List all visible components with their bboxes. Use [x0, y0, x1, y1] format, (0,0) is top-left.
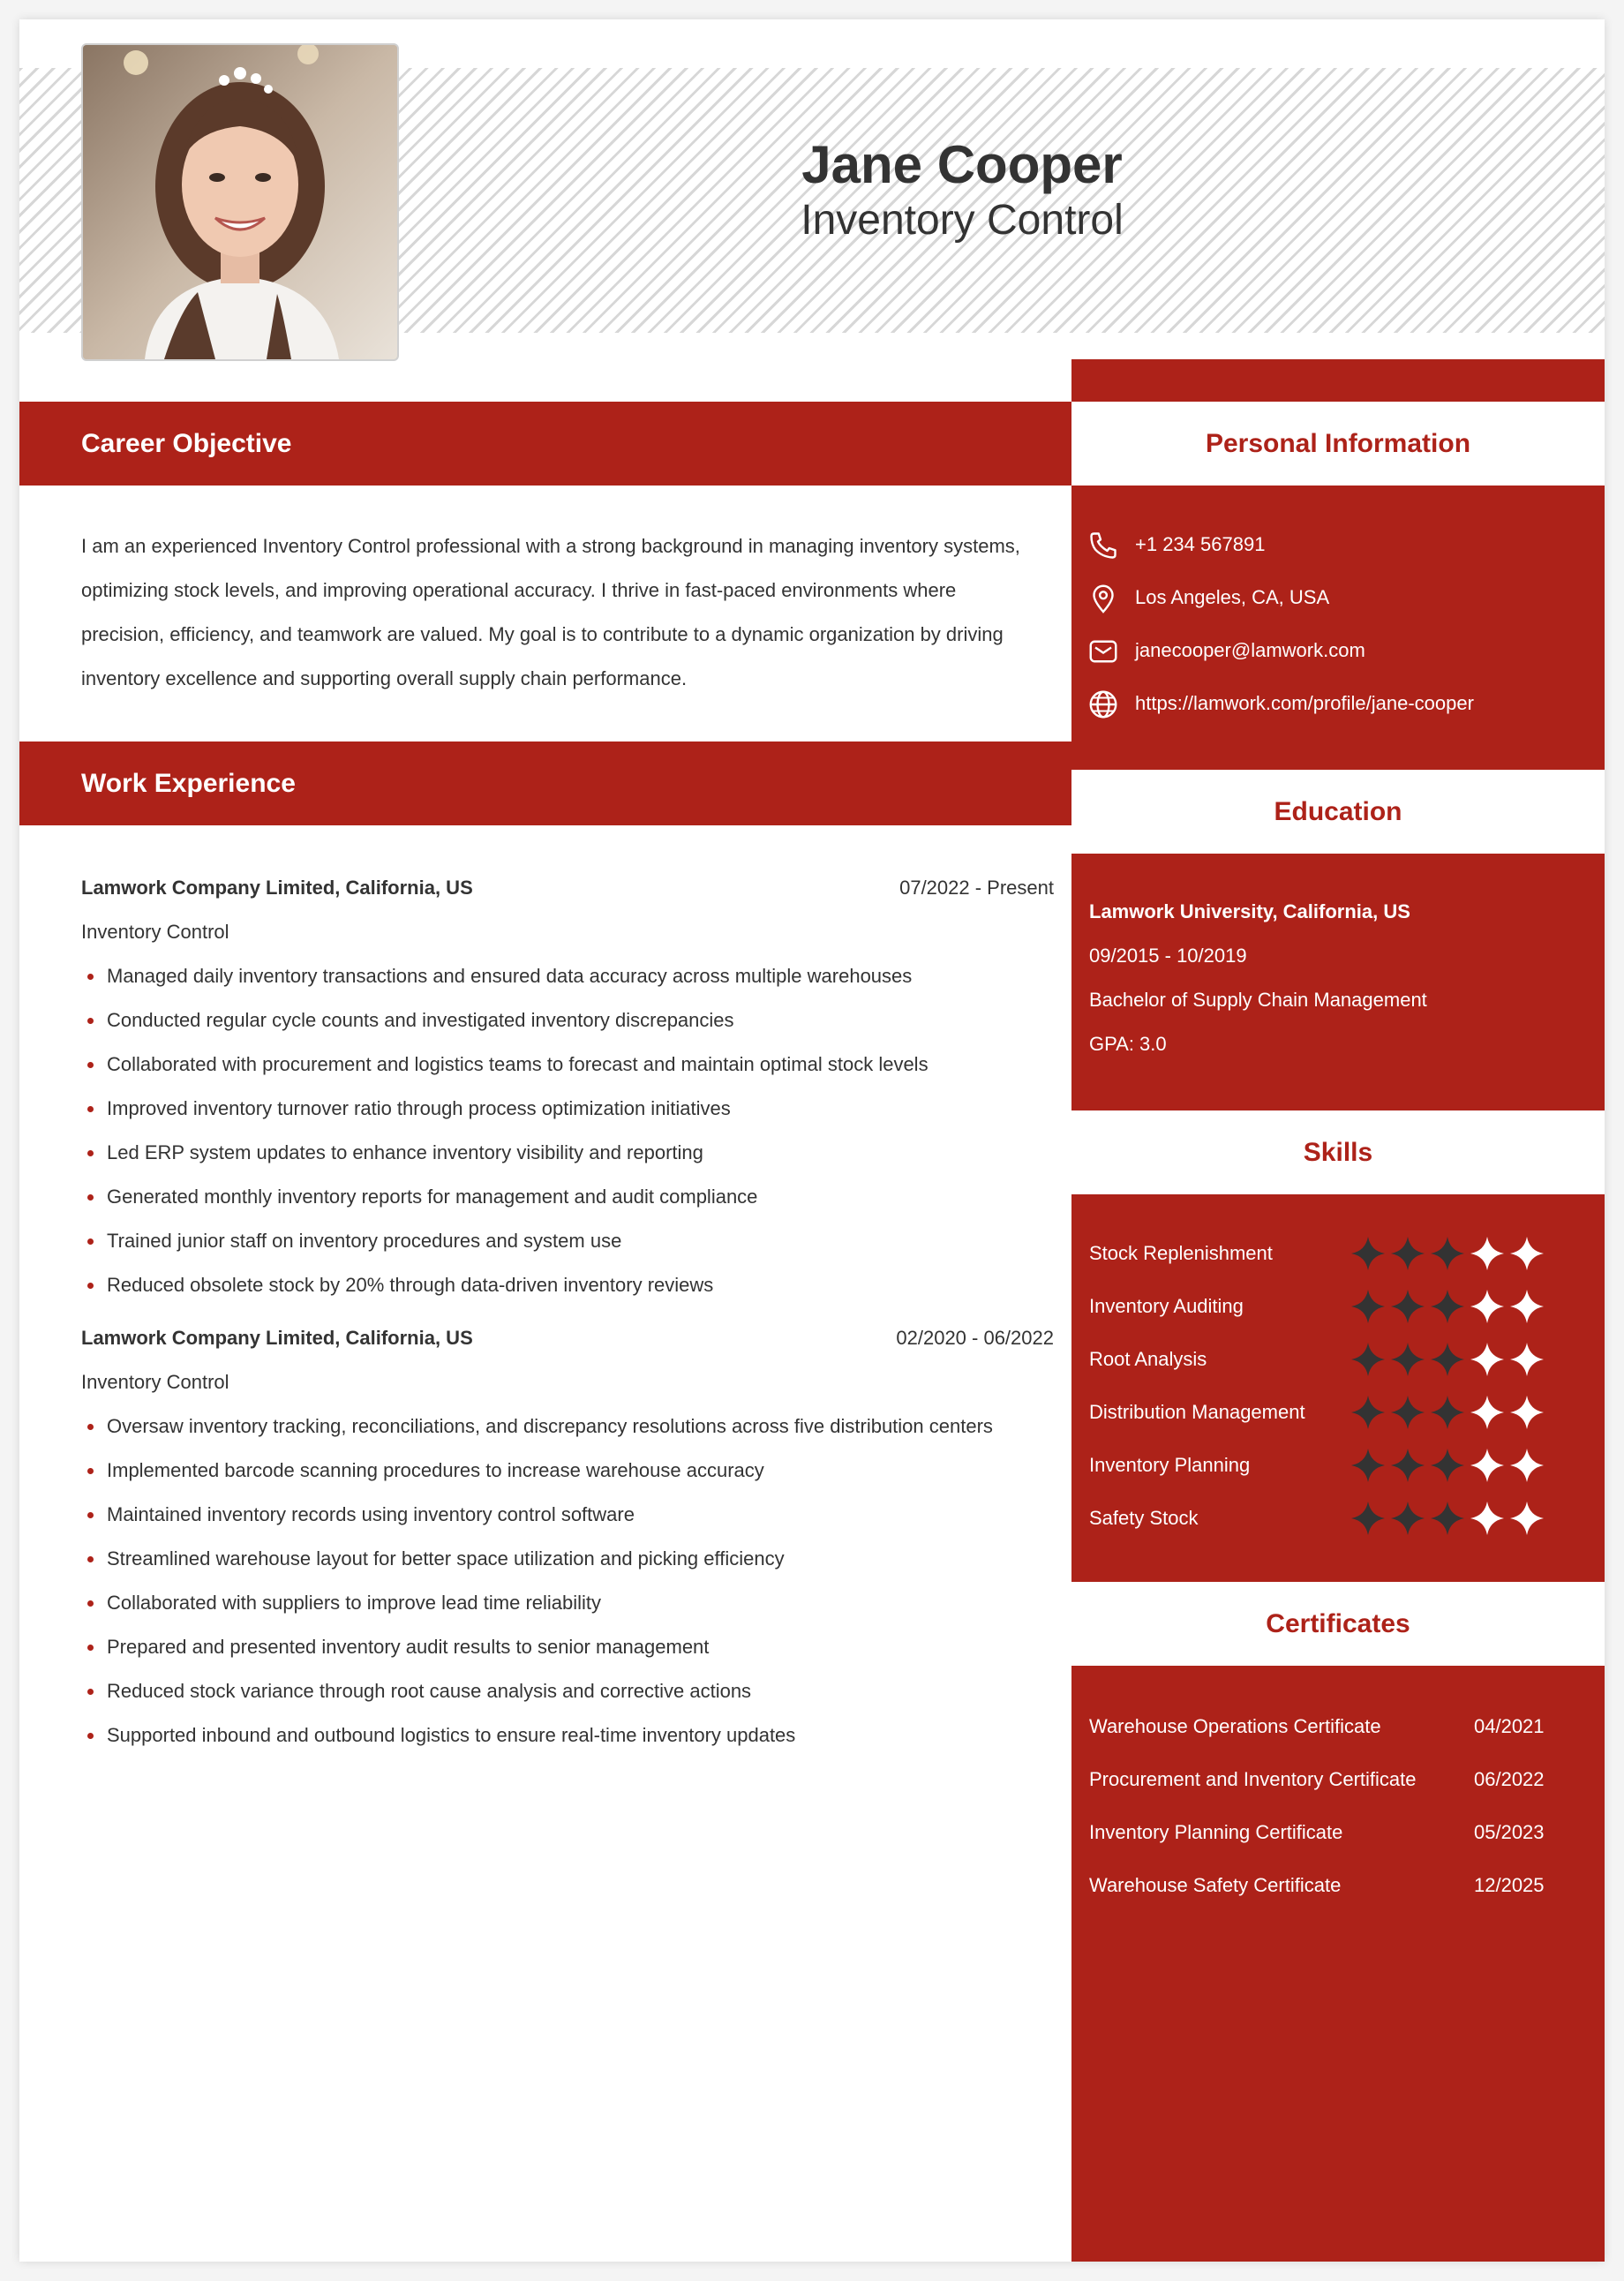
skills-heading: Skills — [1071, 1110, 1605, 1194]
star-filled-icon — [1430, 1236, 1465, 1271]
job-bullet: Collaborated with procurement and logistics teams to forecast and maintain optimal stock levels — [81, 1043, 1054, 1087]
star-empty-icon — [1470, 1236, 1505, 1271]
certificate-name: Procurement and Inventory Certificate — [1089, 1768, 1417, 1790]
job-bullet-list — [81, 1404, 1054, 1758]
star-filled-icon — [1390, 1395, 1425, 1430]
education-dates: 09/2015 - 10/2019 — [1089, 945, 1247, 967]
job-dates: 02/2020 - 06/2022 — [896, 1327, 1054, 1349]
skill-rating — [1350, 1289, 1545, 1324]
certificate-date: 04/2021 — [1474, 1715, 1545, 1737]
contact-location — [1086, 571, 1580, 624]
job-bullet: Streamlined warehouse layout for better space utilization and picking efficiency — [81, 1537, 1054, 1581]
candidate-name: Jane Cooper — [801, 135, 1123, 194]
star-filled-icon — [1390, 1448, 1425, 1483]
skill-rating — [1350, 1236, 1545, 1271]
skill-item — [1089, 1280, 1583, 1333]
job-entry — [81, 866, 1054, 1307]
profile-photo — [81, 43, 399, 361]
resume-page — [19, 19, 1605, 2262]
certificate-date: 12/2025 — [1474, 1874, 1545, 1896]
job-entry — [81, 1316, 1054, 1758]
job-bullet: Oversaw inventory tracking, reconciliations, and discrepancy resolutions across five distribution centers — [81, 1404, 1054, 1449]
star-empty-icon — [1470, 1395, 1505, 1430]
website-link[interactable]: https://lamwork.com/profile/jane-cooper — [1135, 692, 1474, 714]
star-filled-icon — [1390, 1501, 1425, 1536]
star-filled-icon — [1390, 1342, 1425, 1377]
certificate-name: Warehouse Safety Certificate — [1089, 1874, 1342, 1896]
star-empty-icon — [1470, 1342, 1505, 1377]
certificates-heading: Certificates — [1071, 1582, 1605, 1666]
skill-rating — [1350, 1448, 1545, 1483]
skill-name: Distribution Management — [1089, 1401, 1305, 1423]
star-filled-icon — [1430, 1448, 1465, 1483]
education-gpa: GPA: 3.0 — [1089, 1033, 1167, 1055]
star-empty-icon — [1470, 1448, 1505, 1483]
job-bullet: Reduced stock variance through root cause analysis and corrective actions — [81, 1669, 1054, 1713]
job-dates: 07/2022 - Present — [899, 877, 1054, 899]
job-role: Inventory Control — [81, 1371, 229, 1393]
candidate-title: Inventory Control — [801, 197, 1124, 244]
email-text[interactable]: janecooper@lamwork.com — [1135, 639, 1365, 661]
skill-item — [1089, 1492, 1583, 1545]
contact-email — [1086, 624, 1580, 677]
job-bullet: Reduced obsolete stock by 20% through data-driven inventory reviews — [81, 1263, 1054, 1307]
job-bullet: Managed daily inventory transactions and ensured data accuracy across multiple warehouses — [81, 954, 1054, 998]
skill-item — [1089, 1439, 1583, 1492]
certificate-name: Inventory Planning Certificate — [1089, 1821, 1343, 1843]
location-text: Los Angeles, CA, USA — [1135, 586, 1330, 608]
skill-item — [1089, 1386, 1583, 1439]
phone-text: +1 234 567891 — [1135, 533, 1266, 555]
skill-rating — [1350, 1342, 1545, 1377]
star-filled-icon — [1350, 1501, 1386, 1536]
star-empty-icon — [1509, 1395, 1545, 1430]
star-filled-icon — [1390, 1236, 1425, 1271]
star-filled-icon — [1390, 1289, 1425, 1324]
skill-item — [1089, 1227, 1583, 1280]
job-bullet: Prepared and presented inventory audit results to senior management — [81, 1625, 1054, 1669]
job-bullet: Supported inbound and outbound logistics to ensure real-time inventory updates — [81, 1713, 1054, 1758]
star-filled-icon — [1350, 1448, 1386, 1483]
career-objective-heading: Career Objective — [19, 402, 1071, 486]
phone-icon — [1087, 530, 1119, 561]
globe-icon — [1087, 689, 1119, 720]
certificate-item — [1089, 1700, 1583, 1753]
star-empty-icon — [1509, 1236, 1545, 1271]
certificate-item — [1089, 1753, 1583, 1806]
star-filled-icon — [1350, 1395, 1386, 1430]
job-bullet-list — [81, 954, 1054, 1307]
certificate-item — [1089, 1806, 1583, 1859]
job-bullet: Collaborated with suppliers to improve lead time reliability — [81, 1581, 1054, 1625]
job-bullet: Implemented barcode scanning procedures to increase warehouse accuracy — [81, 1449, 1054, 1493]
job-role: Inventory Control — [81, 921, 229, 943]
job-bullet: Led ERP system updates to enhance inventory visibility and reporting — [81, 1131, 1054, 1175]
skill-name: Root Analysis — [1089, 1348, 1207, 1370]
job-company: Lamwork Company Limited, California, US — [81, 877, 473, 899]
star-filled-icon — [1350, 1236, 1386, 1271]
star-filled-icon — [1430, 1289, 1465, 1324]
star-filled-icon — [1430, 1342, 1465, 1377]
certificate-name: Warehouse Operations Certificate — [1089, 1715, 1381, 1737]
envelope-icon — [1087, 636, 1119, 667]
certificate-item — [1089, 1859, 1583, 1912]
star-filled-icon — [1350, 1342, 1386, 1377]
skill-name: Safety Stock — [1089, 1507, 1199, 1529]
personal-information-heading: Personal Information — [1071, 402, 1605, 486]
job-bullet: Maintained inventory records using inventory control software — [81, 1493, 1054, 1537]
star-filled-icon — [1350, 1289, 1386, 1324]
star-empty-icon — [1470, 1289, 1505, 1324]
education-degree: Bachelor of Supply Chain Management — [1089, 989, 1427, 1011]
contact-phone — [1086, 518, 1580, 571]
star-filled-icon — [1430, 1501, 1465, 1536]
star-empty-icon — [1509, 1448, 1545, 1483]
career-objective-text: I am an experienced Inventory Control professional with a strong background in managing inventory systems, optimizing stock levels, and improving operational accuracy. I thrive in fast-paced environments where precision, efficiency, and teamwork are valued. My goal is to contribute to a dynamic organization by driving inventory excellence and supporting overall supply chain performance. — [81, 535, 1020, 689]
job-company: Lamwork Company Limited, California, US — [81, 1327, 473, 1349]
skill-name: Inventory Planning — [1089, 1454, 1251, 1476]
education-heading: Education — [1071, 770, 1605, 854]
skill-rating — [1350, 1501, 1545, 1536]
job-bullet: Conducted regular cycle counts and investigated inventory discrepancies — [81, 998, 1054, 1043]
job-bullet: Improved inventory turnover ratio through process optimization initiatives — [81, 1087, 1054, 1131]
star-empty-icon — [1509, 1501, 1545, 1536]
contact-website — [1086, 677, 1580, 730]
job-bullet: Trained junior staff on inventory procedures and system use — [81, 1219, 1054, 1263]
skill-name: Inventory Auditing — [1089, 1295, 1244, 1317]
star-filled-icon — [1430, 1395, 1465, 1430]
location-pin-icon — [1087, 583, 1119, 614]
star-empty-icon — [1470, 1501, 1505, 1536]
skill-rating — [1350, 1395, 1545, 1430]
job-bullet: Generated monthly inventory reports for management and audit compliance — [81, 1175, 1054, 1219]
skill-name: Stock Replenishment — [1089, 1242, 1273, 1264]
star-empty-icon — [1509, 1289, 1545, 1324]
skill-item — [1089, 1333, 1583, 1386]
certificate-date: 05/2023 — [1474, 1821, 1545, 1843]
education-school: Lamwork University, California, US — [1089, 900, 1410, 922]
certificate-date: 06/2022 — [1474, 1768, 1545, 1790]
work-experience-heading: Work Experience — [19, 742, 1071, 825]
star-empty-icon — [1509, 1342, 1545, 1377]
